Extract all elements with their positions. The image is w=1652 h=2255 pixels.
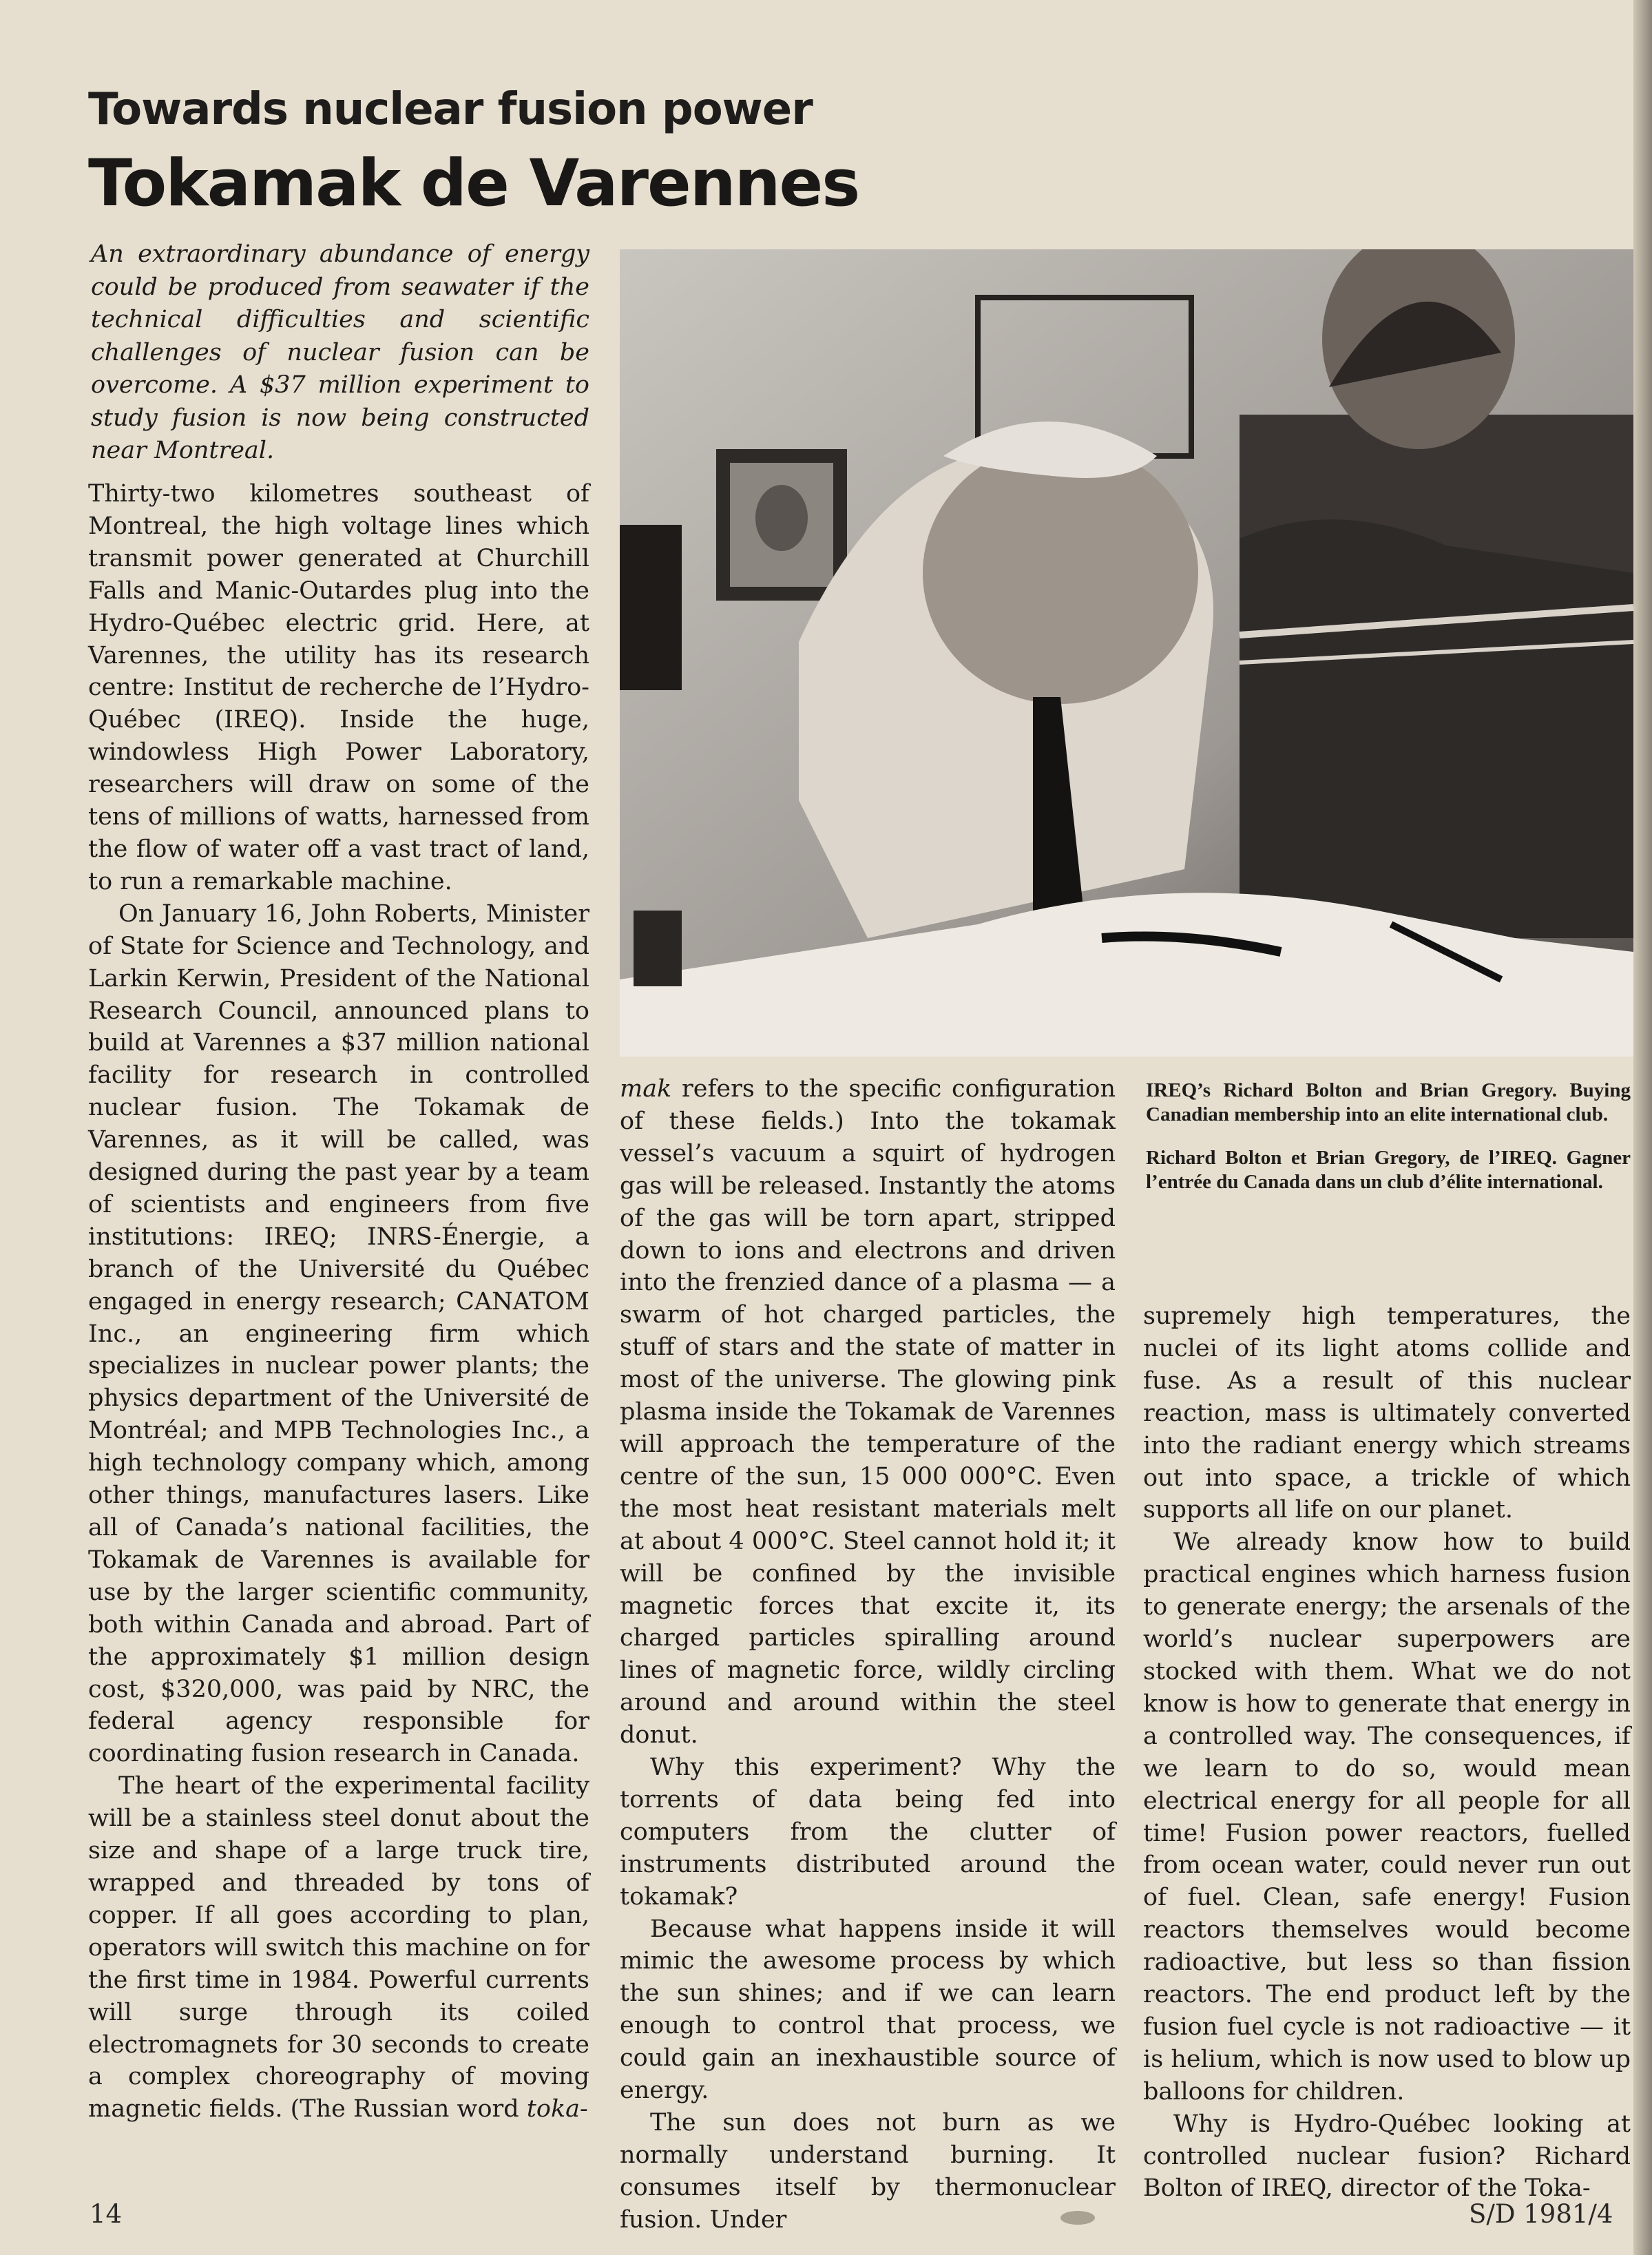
ink-smudge: [1060, 2211, 1095, 2225]
hyphenated-word: toka-: [526, 2095, 588, 2123]
column-2: [620, 1073, 1116, 2236]
headline: Tokamak de Varennes: [88, 146, 859, 221]
paragraph: Because what happens inside it will mimic the awesome process by which the sun shines; and if we can learn enough to control that process, we could gain an inexhaustible source of energy.: [620, 1915, 1116, 2105]
hyphenated-word: mak: [620, 1075, 672, 1103]
column-1: [88, 478, 589, 2126]
column-3: [1143, 1300, 1631, 2205]
paragraph-text: The heart of the experimental facility will be a stainless steel donut about the size and shape of a large truck tire, wrapped and threaded by tons of copper. If all goes according to plan, operators will switch this machine on for the first time in 1984. Powerful currents will surge through its coiled electromagnets for 30 seconds to create a complex choreography of moving magnetic fields. (The Russian word: [88, 1772, 590, 2123]
paragraph: We already know how to build practical engines which harness fusion to generate energy; the arsenals of the world’s nuclear superpowers are stocked with them. What we do not know is how to generate that energy in a controlled way. The consequences, if we learn to do so, would mean electrical energy for all people for all time! Fusion power reactors, fuelled from ocean water, could never run out of fuel. Clean, safe energy! Fusion reactors themselves would become radioactive, but less so than fission reactors. The end product left by the fusion fuel cycle is not radioactive — it is helium, which is now used to blow up balloons for children.: [1143, 1528, 1631, 2106]
caption-french: Richard Bolton et Brian Gregory, de l’IREQ. Gagner l’entrée du Canada dans un club d’élite international.: [1146, 1147, 1631, 1193]
page-edge: [1633, 0, 1652, 2255]
paragraph: Thirty-two kilometres southeast of Montreal, the high voltage lines which transmit power generated at Churchill Falls and Manic-Outardes plug into the Hydro-Québec electric grid. Here, at Varennes, the utility has its research centre: Institut de recherche de l’Hydro-Québec (IREQ). Inside the huge, windowless High Power Laboratory, researchers will draw on some of the tens of millions of watts, harnessed from the flow of water off a vast tract of land, to run a remarkable machine.: [88, 480, 589, 895]
paragraph-text: refers to the specific configuration of these fields.) Into the tokamak vessel’s vacuum a squirt of hydrogen gas will be released. Instantly the atoms of the gas will be torn apart, stripped down to ions and electrons and driven into the frenzied dance of a plasma — a swarm of hot charged particles, the stuff of stars and the state of matter in most of the universe. The glowing pink plasma inside the Tokamak de Varennes will approach the temperature of the centre of the sun, 15 000 000°C. Even the most heat resistant materials melt at about 4 000°C. Steel cannot hold it; it will be confined by the invisible magnetic forces that excite it, its charged particles spiralling around lines of magnetic force, wildly circling around and around within the steel donut.: [620, 1075, 1116, 1749]
kicker: Towards nuclear fusion power: [88, 84, 813, 135]
photo-bolton-gregory: [620, 249, 1633, 1057]
paragraph: Why this experiment? Why the torrents of data being fed into computers from the clutter of instruments distributed around the tokamak?: [620, 1754, 1116, 1911]
photo-caption: [1146, 1079, 1631, 1214]
paragraph: [88, 1770, 589, 2126]
paragraph: On January 16, John Roberts, Minister of State for Science and Technology, and Larkin Kerwin, President of the National Research Council, announced plans to build at Varennes a $37 million national facility for research in controlled nuclear fusion. The Tokamak de Varennes, as it will be called, was designed during the past year by a team of scientists and engineers from five institutions: IREQ; INRS-Énergie, a branch of the Université du Québec engaged in energy research; CANATOM Inc., an engineering firm which specializes in nuclear power plants; the physics department of the Université de Montréal; and MPB Technologies Inc., a high technology company which, among other things, manufactures lasers. Like all of Canada’s national facilities, the Tokamak de Varennes is available for use by the larger scientific community, both within Canada and abroad. Part of the approximately $1 million design cost, $320,000, was paid by NRC, the federal agency responsible for coordinating fusion research in Canada.: [88, 900, 589, 1768]
photo-illustration: [620, 249, 1633, 1057]
caption-english: IREQ’s Richard Bolton and Brian Gregory. Buying Canadian membership into an elite international club.: [1146, 1079, 1631, 1125]
paragraph: Why is Hydro-Québec looking at controlled nuclear fusion? Richard Bolton of IREQ, director of the Toka-: [1143, 2110, 1631, 2203]
page-number: 14: [90, 2199, 123, 2229]
paragraph: [620, 1073, 1116, 1752]
article-dek: An extraordinary abundance of energy could be produced from seawater if the technical difficulties and scientific challenges of nuclear fusion can be overcome. A $37 million experiment to study fusion is now being constructed near Montreal.: [91, 240, 589, 464]
paragraph: The sun does not burn as we normally understand burning. It consumes itself by thermonuclear fusion. Under: [620, 2109, 1116, 2234]
issue-label: S/D 1981/4: [1469, 2199, 1613, 2229]
paragraph: supremely high temperatures, the nuclei of its light atoms collide and fuse. As a result of this nuclear reaction, mass is ultimately converted into the radiant energy which streams out into space, a trickle of which supports all life on our planet.: [1143, 1302, 1631, 1524]
